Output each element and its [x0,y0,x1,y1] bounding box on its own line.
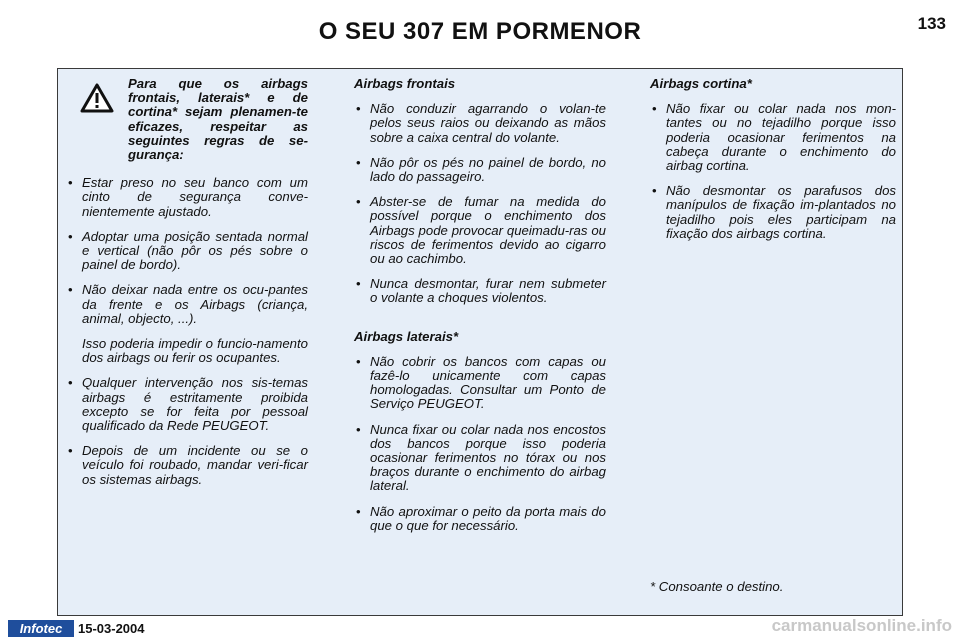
section-heading-lateral: Airbags laterais* [354,328,459,344]
page-title: O SEU 307 EM PORMENOR [318,18,642,45]
note-text: Isso poderia impedir o funcio-namento dos airbags ou ferir os ocupantes. [82,336,308,366]
list-item: • Nunca desmontar, furar nem submeter o volante a choques violentos. [354,277,606,305]
list-item: • Depois de um incidente ou se o veículo foi roubado, mandar veri-ficar os sistemas airbags. [66,444,308,487]
warning-block [66,77,308,162]
section-heading-frontal: Airbags frontais [354,76,456,91]
list-item: • Adoptar uma posição sentada normal e vertical (não pôr os pés sobre o painel de bordo). [66,230,308,273]
footer-date: 15-03-2004 [78,621,145,636]
page-number: 133 [917,14,946,33]
warning-triangle-icon [80,83,114,113]
footnote: * Consoante o destino. [650,579,784,594]
list-item: • Estar preso no seu banco com um cinto de segurança conve-nientemente ajustado. [66,176,308,219]
list-item: • Não conduzir agarrando o volan-te pelos seus raios ou deixando as mãos sobre a caixa central do volante. [354,102,606,145]
list-item: • Não aproximar o peito da porta mais do que o que for necessário. [354,505,606,533]
list-item: • Nunca fixar ou colar nada nos encostos dos bancos porque isso poderia ocasionar ferimentos no tórax ou nos braços durante o enchimento do airbag lateral. [354,423,606,494]
list-item: • Não cobrir os bancos com capas ou fazê-lo unicamente com capas homologadas. Consultar um Ponto de Serviço PEUGEOT. [354,355,606,412]
content-panel [57,68,903,616]
section-heading-curtain: Airbags cortina* [650,76,752,91]
safety-intro-text: Para que os airbags frontais, laterais* e de cortina* sejam plenamen-te eficazes, respeitar as seguintes regras de se-gurança: [128,76,308,163]
list-item: • Não fixar ou colar nada nos mon-tantes ou no tejadilho porque isso poderia ocasionar ferimentos na cabeça durante o enchimento do airbag cortina. [650,102,896,173]
column-general-rules [66,77,308,487]
list-item: • Não desmontar os parafusos dos manípulos de fixação im-plantados no tejadilho pois eles participam na fixação dos airbags cortina. [650,184,896,241]
list-item: • Não pôr os pés no painel de bordo, no lado do passageiro. [354,156,606,184]
column-frontal-lateral [354,77,606,533]
list-item: • Abster-se de fumar na medida do possível porque o enchimento dos Airbags pode provocar queimadu-ras ou riscos de ferimentos devido ao cigarro ou ao cachimbo. [354,195,606,266]
list-item: • Qualquer intervenção nos sis-temas airbags é estritamente proibida excepto se for feita por pessoal qualificado da Rede PEUGEOT. [66,376,308,433]
infotec-logo: Infotec [8,620,74,637]
list-item: • Não deixar nada entre os ocu-pantes da frente e os Airbags (criança, animal, objecto, ...). [66,283,308,326]
column-curtain [650,77,896,241]
watermark: carmanualsonline.info [771,616,952,635]
